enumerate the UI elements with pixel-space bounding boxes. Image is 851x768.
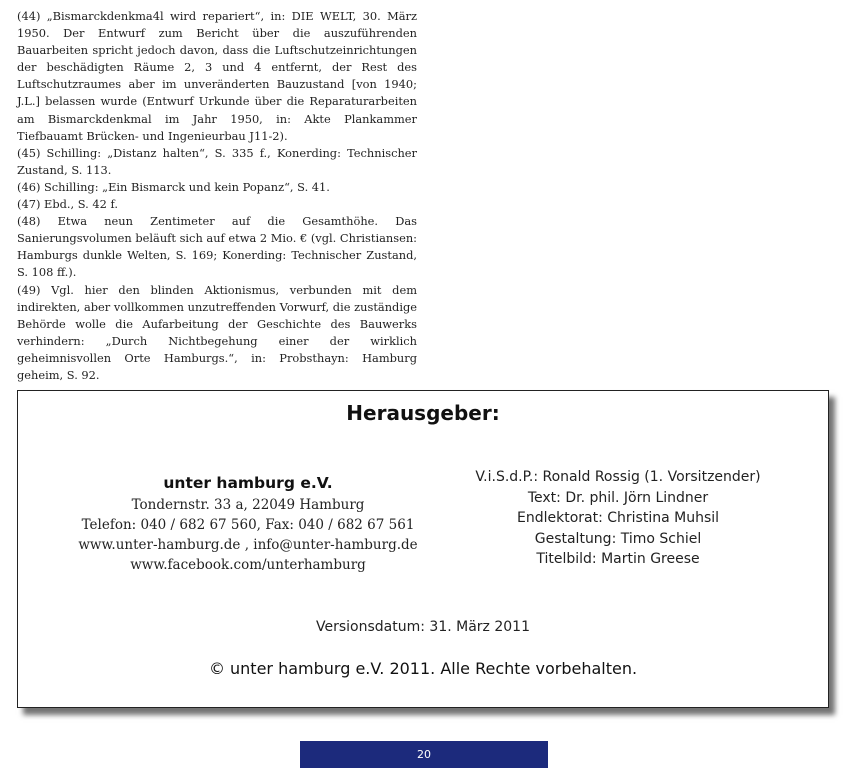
credits — [438, 467, 798, 570]
organization-name: unter hamburg e.V. — [163, 474, 333, 492]
footnote-44: (44) „Bismarckdenkma4l wird repariert“, in: DIE WELT, 30. März 1950. Der Entwurf zum Bericht über die auszuführenden Bauarbeiten spricht jedoch davon, dass die Luftschutzeinrichtungen der beschädigten Räume 2, 3 und 4 entfernt, der Rest des Luftschutzraumes aber im unveränderten Bauzustand [von 1940; J.L.] belassen wurde (Entwurf Urkunde über die Reparaturarbeiten am Bismarckdenkmal im Jahr 1950, in: Akte Plankammer Tiefbauamt Brücken- und Ingenieurbau J11-2). — [17, 9, 417, 143]
credit-gestaltung: Gestaltung: Timo Schiel — [534, 530, 702, 547]
credit-text: Text: Dr. phil. Jörn Lindner — [527, 489, 709, 506]
footnote-45: (45) Schilling: „Distanz halten“, S. 335 f., Konerding: Technischer Zustand, S. 113. — [17, 145, 417, 177]
credit-visdp: V.i.S.d.P.: Ronald Rossig (1. Vorsitzender) — [475, 469, 761, 485]
footnote-47: (47) Ebd., S. 42 f. — [17, 197, 118, 212]
facebook-link: www.facebook.com/unterhamburg — [130, 557, 366, 573]
publisher-contact — [38, 471, 458, 575]
imprint-box — [17, 390, 829, 708]
phone-fax: Telefon: 040 / 682 67 560, Fax: 040 / 682 67 561 — [81, 517, 415, 533]
credit-titelbild: Titelbild: Martin Greese — [536, 551, 700, 568]
footnote-46: (46) Schilling: „Ein Bismarck und kein Popanz“, S. 41. — [17, 179, 330, 194]
credit-lektorat: Endlektorat: Christina Muhsil — [516, 510, 720, 527]
address: Tondernstr. 33 a, 22049 Hamburg — [131, 497, 365, 513]
footnotes — [17, 8, 417, 384]
page-number: 20 — [417, 748, 431, 761]
footnote-48: (48) Etwa neun Zentimeter auf die Gesamthöhe. Das Sanierungsvolumen beläuft sich auf etwa 2 Mio. € (vgl. Christiansen: Hamburgs dunkle Welten, S. 169; Konerding: Technischer Zustand, S. 108 ff.). — [17, 214, 417, 280]
imprint-title: Herausgeber: — [346, 401, 500, 425]
page-number-bar — [300, 741, 548, 768]
footnote-49: (49) Vgl. hier den blinden Aktionismus, verbunden mit dem indirekten, aber vollkommen unzutreffenden Vorwurf, die zuständige Behörde wolle die Aufarbeitung der Geschichte des Bauwerks verhindern: „Durch Nichtbegehung einer der wirklich geheimnisvollen Orte Hamburgs.“, in: Probsthayn: Hamburg geheim, S. 92. — [17, 282, 417, 382]
copyright-notice: © unter hamburg e.V. 2011. Alle Rechte vorbehalten. — [208, 659, 638, 678]
web-email: www.unter-hamburg.de , info@unter-hamburg.de — [78, 537, 418, 553]
version-date: Versionsdatum: 31. März 2011 — [316, 619, 530, 635]
